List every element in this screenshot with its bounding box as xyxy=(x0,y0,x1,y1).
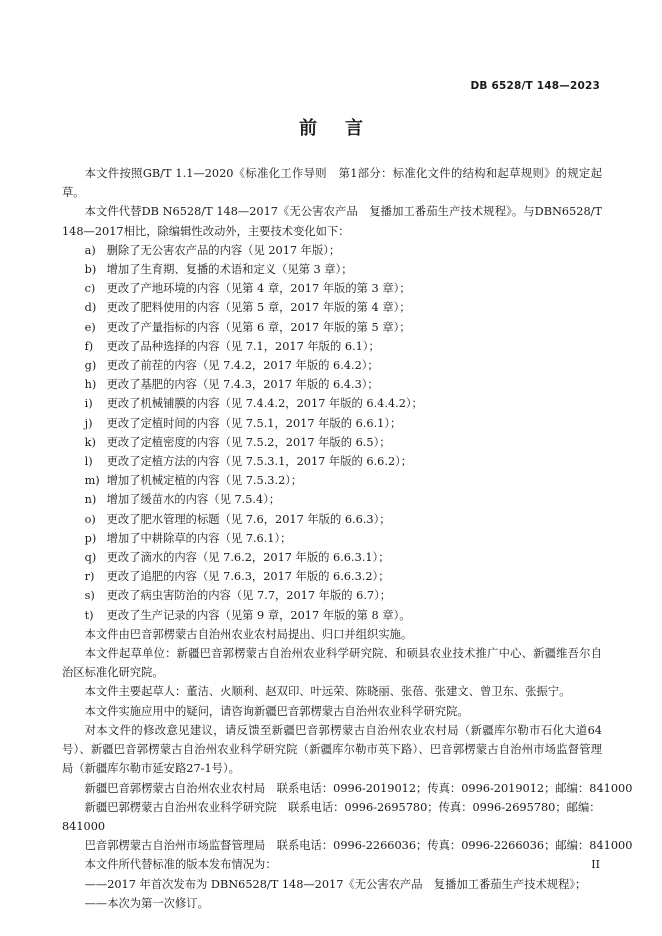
contact-academy-line2: 841000 xyxy=(62,819,106,833)
paragraph-proposer: 本文件由巴音郭楞蒙古自治州农业农村局提出、归口并组织实施。 xyxy=(84,627,413,641)
list-item: e) 更改了产量指标的内容（见第 6 章，2017 年版的第 5 章）； xyxy=(84,320,411,334)
changes-list xyxy=(62,241,602,625)
list-item: r) 更改了追肥的内容（见 7.6.3，2017 年版的 6.6.3.2）； xyxy=(84,570,390,584)
list-item: m) 增加了机械定植的内容（见 7.5.3.2）； xyxy=(84,474,303,488)
list-item: d) 更改了肥料使用的内容（见第 5 章，2017 年版的第 4 章）； xyxy=(84,301,411,315)
standard-code: DB 6528/T 148—2023 xyxy=(470,80,600,92)
contact-academy-line1: 新疆巴郭楞蒙古自治州农业科学研究院 联系电话：0996-2695780；传真：0996-2695780；邮编： xyxy=(84,800,601,814)
contact-agriculture-bureau: 新疆巴音郭楞蒙古自治州农业农村局 联系电话：0996-2019012；传真：0996-2019012；邮编：841000 xyxy=(84,781,633,795)
contact-market-bureau: 巴音郭楞蒙古自治州市场监督管理局 联系电话：0996-2266036；传真：0996-2266036；邮编：841000 xyxy=(84,839,633,853)
list-item: n) 增加了缓苗水的内容（见 7.5.4）； xyxy=(84,493,281,507)
history-line-first: ——2017 年首次发布为 DBN6528/T 148—2017《无公害农产品 复播加工番茄生产技术规程》； xyxy=(84,877,587,891)
list-item: c) 更改了产地环境的内容（见第 4 章，2017 年版的第 3 章）； xyxy=(84,282,411,296)
paragraph-feedback: 对本文件的修改意见建议，请反馈至新疆巴音郭楞蒙古自治州农业农村局（新疆库尔勒市石化大道64号）、新疆巴音郭楞蒙古自治州农业科学研究院（新疆库尔勒市英下路）、巴音郭楞蒙古自治州市场监督管理局（新疆库尔勒市延安路27-1号）。 xyxy=(62,723,602,776)
list-item: l) 更改了定植方法的内容（见 7.5.3.1，2017 年版的 6.6.2）； xyxy=(84,455,413,469)
list-item: q) 更改了滴水的内容（见 7.6.2，2017 年版的 6.6.3.1）； xyxy=(84,551,390,565)
list-item: t) 更改了生产记录的内容（见第 9 章，2017 年版的第 8 章）。 xyxy=(84,608,411,622)
page-number: II xyxy=(591,858,600,871)
paragraph-drafting-rules: 本文件按照GB/T 1.1—2020《标准化工作导则 第1部分：标准化文件的结构和起草规则》的规定起草。 xyxy=(62,167,602,200)
paragraph-drafters: 本文件主要起草人：董洁、火顺利、赵双印、叶远荣、陈晓丽、张蓓、张建文、曾卫东、张振宁。 xyxy=(84,685,571,699)
paragraph-questions: 本文件实施应用中的疑问，请咨询新疆巴音郭楞蒙古自治州农业科学研究院。 xyxy=(84,704,469,718)
paragraph-replaces: 本文件代替DB N6528/T 148—2017《无公害农产品 复播加工番茄生产技术规程》。与DBN6528/T 148—2017相比，除编辑性改动外，主要技术变化如下： xyxy=(62,205,602,238)
list-item: b) 增加了生育期、复播的术语和定义（见第 3 章）； xyxy=(84,263,353,277)
page-title: 前言 xyxy=(299,118,391,139)
paragraph-history-intro: 本文件所代替标准的版本发布情况为： xyxy=(84,858,277,872)
list-item: i) 更改了机械铺膜的内容（见 7.4.4.2，2017 年版的 6.4.4.2）； xyxy=(84,397,423,411)
list-item: k) 更改了定植密度的内容（见 7.5.2，2017 年版的 6.5）； xyxy=(84,435,391,449)
list-item: g) 更改了前茬的内容（见 7.4.2，2017 年版的 6.4.2）； xyxy=(84,359,379,373)
list-item: a) 删除了无公害农产品的内容（见 2017 年版）； xyxy=(84,243,341,257)
history-line-second: ——本次为第一次修订。 xyxy=(84,896,209,910)
list-item: p) 增加了中耕除草的内容（见 7.6.1）； xyxy=(84,531,292,545)
list-item: s) 更改了病虫害防治的内容（见 7.7，2017 年版的 6.7）； xyxy=(84,589,392,603)
paragraph-drafting-units: 本文件起草单位：新疆巴音郭楞蒙古自治州农业科学研究院、和硕县农业技术推广中心、新疆维吾尔自治区标准化研究院。 xyxy=(62,647,602,680)
list-item: h) 更改了基肥的内容（见 7.4.3，2017 年版的 6.4.3）； xyxy=(84,378,379,392)
list-item: f) 更改了品种选择的内容（见 7.1，2017 年版的 6.1）； xyxy=(84,339,380,353)
list-item: o) 更改了肥水管理的标题（见 7.6，2017 年版的 6.6.3）； xyxy=(84,512,391,526)
list-item: j) 更改了定植时间的内容（见 7.5.1，2017 年版的 6.6.1）； xyxy=(84,416,402,430)
foreword-body xyxy=(62,164,633,913)
